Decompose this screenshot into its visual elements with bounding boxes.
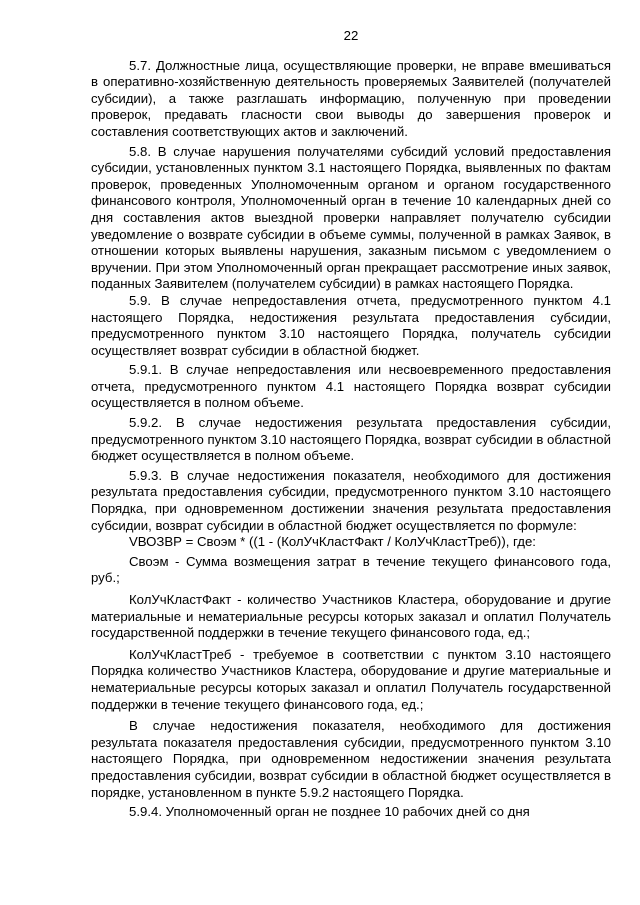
page-number: 22 [343, 28, 359, 43]
paragraph-5-9: 5.9. В случае непредоставления отчета, предусмотренного пунктом 4.1 настоящего Порядка, недостижения результата предоставления субсидии, предусмотренного пунктом 3.10 настоящего Порядка, получатель субсидии осуществляет возврат субсидии в областной бюджет. [91, 292, 611, 358]
formula-term-treb: КолУчКластТреб - требуемое в соответствии с пунктом 3.10 настоящего Порядка количество Участников Кластера, оборудование и другие материальные и нематериальные ресурсы которых заказал и оплатил Получатель государственной поддержки в течение текущего финансового года, ед.; [91, 646, 611, 712]
paragraph-5-9-2: 5.9.2. В случае недостижения результата предоставления субсидии, предусмотренного пунктом 3.10 настоящего Порядка, возврат субсидии в областной бюджет осуществляется в полном объеме. [91, 415, 611, 464]
paragraph-5-7: 5.7. Должностные лица, осуществляющие проверки, не вправе вмешиваться в оперативно-хозяйственную деятельность проверяемых Заявителей (получателей субсидии), а также разглашать информацию, полученную при проведении проверок, предавать гласности свои выводы до завершения проверок и составления соответствующих актов и заключений. [91, 57, 611, 139]
paragraph-nondachievement: В случае недостижения показателя, необходимого для достижения результата показателя предоставления субсидии, предусмотренного пунктом 3.10 настоящего Порядка, при одновременном недостижении значения результата предоставления субсидии, возврат субсидии в областной бюджет осуществляется в порядке, установленном в пункте 5.9.2 настоящего Порядка. [91, 718, 611, 800]
document-page [91, 28, 611, 821]
paragraph-5-9-1: 5.9.1. В случае непредоставления или несвоевременного предоставления отчета, предусмотренного пунктом 4.1 настоящего Порядка возврат субсидии осуществляется в полном объеме. [91, 362, 611, 411]
formula-line: VВОЗВР = Своэм * ((1 - (КолУчКластФакт / КолУчКластТреб)), где: [129, 534, 536, 550]
paragraph-5-9-3: 5.9.3. В случае недостижения показателя, необходимого для достижения результата предоставления субсидии, предусмотренного пунктом 3.10 настоящего Порядка, при одновременном достижении значения результата предоставления субсидии, возврат субсидии в областной бюджет осуществляется по формуле: [91, 467, 611, 533]
formula-term-fact: КолУчКластФакт - количество Участников Кластера, оборудование и другие материальные и нематериальные ресурсы которых заказал и оплатил Получатель государственной поддержки в течение текущего финансового года, ед.; [91, 592, 611, 641]
formula-term-svozm: Своэм - Сумма возмещения затрат в течение текущего финансового года, руб.; [91, 553, 611, 586]
paragraph-5-8: 5.8. В случае нарушения получателями субсидий условий предоставления субсидии, установленных пунктом 3.1 настоящего Порядка, выявленных по фактам проверок, проведенных Уполномоченным органом и органом государственного финансового контроля, Уполномоченный орган в течение 10 календарных дней со дня составления актов выездной проверки направляет получателю субсидии уведомление о возврате субсидии в объеме суммы, полученной в рамках Заявок, в отношении которых выявлены нарушения, заказным письмом с уведомлением о вручении. При этом Уполномоченный орган прекращает рассмотрение иных заявок, поданных Заявителем (получателем субсидии) в рамках настоящего Порядка. [91, 143, 611, 292]
paragraph-5-9-4: 5.9.4. Уполномоченный орган не позднее 10 рабочих дней со дня [129, 804, 530, 820]
